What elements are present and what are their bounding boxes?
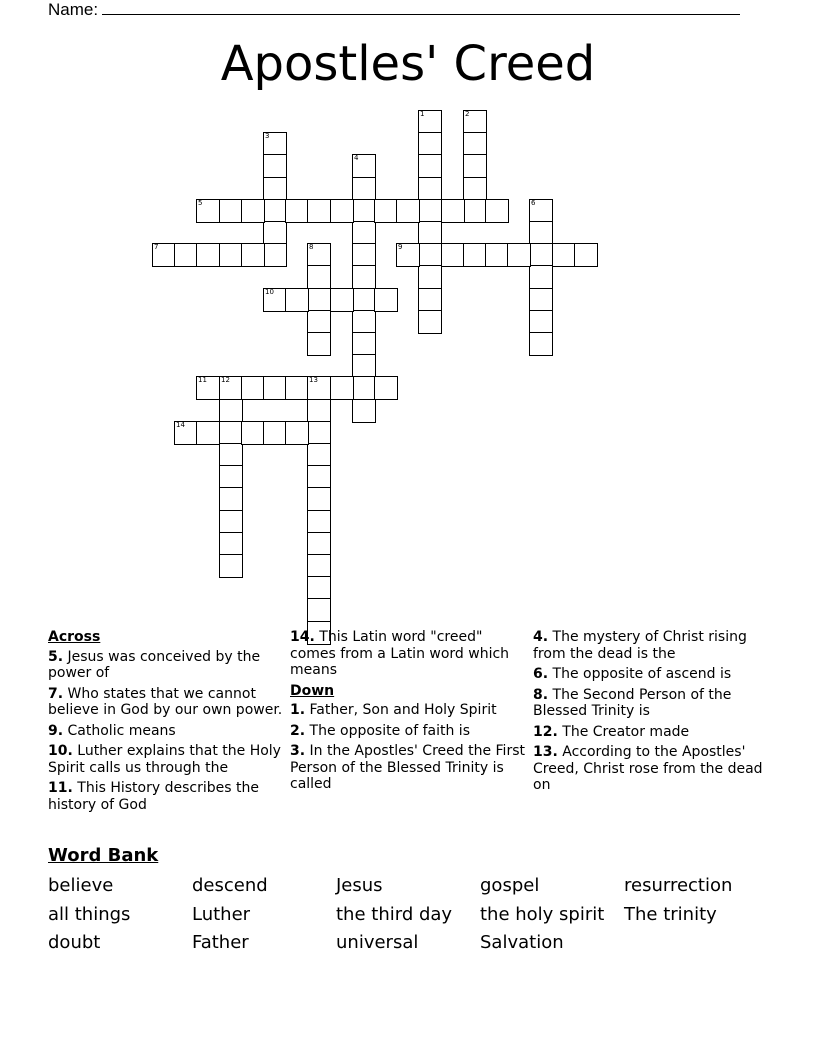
word-bank-item: resurrection — [624, 875, 733, 896]
crossword-cell[interactable] — [307, 399, 331, 423]
crossword-cell[interactable] — [330, 376, 354, 400]
word-bank-item: believe — [48, 875, 114, 896]
crossword-cell[interactable] — [352, 376, 376, 400]
crossword-cell[interactable] — [219, 376, 243, 400]
crossword-cell[interactable] — [219, 554, 243, 578]
crossword-cell[interactable] — [219, 487, 243, 511]
crossword-cell[interactable] — [307, 376, 331, 400]
crossword-cell[interactable] — [263, 177, 287, 201]
crossword-cell[interactable] — [418, 310, 442, 334]
crossword-cell[interactable] — [352, 310, 376, 334]
clue-down-8: 8. The Second Person of the Blessed Trinity is — [533, 686, 732, 719]
clue-number: 8 — [309, 243, 314, 251]
crossword-cell[interactable] — [219, 243, 243, 267]
word-bank-item: descend — [192, 875, 268, 896]
crossword-cell[interactable] — [263, 288, 287, 312]
crossword-cell[interactable] — [441, 199, 465, 223]
crossword-cell[interactable] — [263, 243, 287, 267]
crossword-cell[interactable] — [330, 199, 354, 223]
crossword-cell[interactable] — [285, 376, 309, 400]
crossword-cell[interactable] — [152, 243, 176, 267]
crossword-cell[interactable] — [463, 154, 487, 178]
crossword-cell[interactable] — [307, 443, 331, 467]
crossword-cell[interactable] — [441, 243, 465, 267]
clue-down-2: 2. The opposite of faith is — [290, 722, 470, 739]
crossword-cell[interactable] — [418, 154, 442, 178]
word-bank-item: Jesus — [336, 875, 383, 896]
clue-number: 11 — [198, 376, 207, 384]
clue-down-4: 4. The mystery of Christ rising from the dead is the — [533, 629, 747, 662]
crossword-cell[interactable] — [418, 199, 442, 223]
down-heading: Down — [290, 682, 335, 699]
crossword-cell[interactable] — [330, 288, 354, 312]
crossword-cell[interactable] — [352, 399, 376, 423]
clue-number: 14 — [176, 421, 185, 429]
clue-number: 10 — [265, 288, 274, 296]
clue-number: 5 — [198, 199, 203, 207]
crossword-cell[interactable] — [396, 199, 420, 223]
clue-number: 1 — [420, 110, 425, 118]
crossword-cell[interactable] — [219, 421, 243, 445]
crossword-cell[interactable] — [241, 199, 265, 223]
word-bank-item: Father — [192, 932, 249, 953]
crossword-cell[interactable] — [219, 465, 243, 489]
crossword-cell[interactable] — [219, 399, 243, 423]
word-bank-title: Word Bank — [48, 845, 159, 866]
crossword-cell[interactable] — [352, 177, 376, 201]
crossword-cell[interactable] — [219, 510, 243, 534]
crossword-cell[interactable] — [174, 243, 198, 267]
crossword-cell[interactable] — [196, 243, 220, 267]
clue-number: 13 — [309, 376, 318, 384]
word-bank-item: Luther — [192, 903, 251, 925]
clue-across-5: 5. Jesus was conceived by the power of — [48, 648, 261, 681]
clue-number: 2 — [465, 110, 470, 118]
crossword-cell[interactable] — [529, 288, 553, 312]
word-bank-item: Salvation — [480, 932, 564, 953]
crossword-cell[interactable] — [307, 288, 331, 312]
crossword-cell[interactable] — [529, 310, 553, 334]
crossword-cell[interactable] — [219, 532, 243, 556]
crossword-cell[interactable] — [307, 310, 331, 334]
clue-down-12: 12. The Creator made — [533, 723, 690, 740]
clue-down-13: 13. According to the Apostles' Creed, Christ rose from the dead on — [533, 744, 763, 793]
clues-column-1 — [48, 629, 284, 817]
crossword-cell[interactable] — [352, 354, 376, 378]
crossword-cell[interactable] — [307, 576, 331, 600]
crossword-cell[interactable] — [307, 332, 331, 356]
crossword-cell[interactable] — [529, 199, 553, 223]
crossword-cell[interactable] — [485, 243, 509, 267]
clue-number: 4 — [354, 154, 359, 162]
crossword-cell[interactable] — [196, 421, 220, 445]
clue-across-14: 14. This Latin word "creed" comes from a Latin word which means — [290, 629, 510, 678]
clue-number: 3 — [265, 132, 270, 140]
crossword-cell[interactable] — [307, 265, 331, 289]
clues-column-2 — [290, 629, 526, 797]
crossword-cell[interactable] — [463, 177, 487, 201]
crossword-cell[interactable] — [307, 510, 331, 534]
crossword-cell[interactable] — [307, 554, 331, 578]
crossword-cell[interactable] — [463, 110, 487, 134]
crossword-cell[interactable] — [418, 221, 442, 245]
word-bank-item: universal — [336, 932, 419, 953]
clue-number: 7 — [154, 243, 159, 251]
crossword-cell[interactable] — [529, 243, 553, 267]
crossword-cell[interactable] — [418, 265, 442, 289]
crossword-cell[interactable] — [374, 199, 398, 223]
name-label: Name: — [48, 0, 99, 19]
clue-across-10: 10. Luther explains that the Holy Spirit calls us through the — [48, 743, 281, 776]
crossword-cell[interactable] — [263, 132, 287, 156]
clue-number: 6 — [531, 199, 536, 207]
crossword-cell[interactable] — [307, 487, 331, 511]
clue-number: 9 — [398, 243, 403, 251]
crossword-cell[interactable] — [418, 243, 442, 267]
crossword-cell[interactable] — [285, 199, 309, 223]
crossword-cell[interactable] — [307, 598, 331, 622]
crossword-cell[interactable] — [196, 376, 220, 400]
word-bank-item: The trinity — [624, 903, 717, 925]
crossword-cell[interactable] — [529, 265, 553, 289]
crossword-cell[interactable] — [352, 265, 376, 289]
across-heading: Across — [48, 629, 101, 645]
crossword-cell[interactable] — [352, 154, 376, 178]
crossword-cell[interactable] — [219, 199, 243, 223]
crossword-cell[interactable] — [507, 243, 531, 267]
clue-across-9: 9. Catholic means — [48, 722, 176, 739]
clue-across-7: 7. Who states that we cannot believe in God by our own power. — [48, 685, 283, 718]
crossword-cell[interactable] — [485, 199, 509, 223]
clue-down-6: 6. The opposite of ascend is — [533, 666, 732, 682]
crossword-cell[interactable] — [241, 376, 265, 400]
crossword-cell[interactable] — [418, 132, 442, 156]
crossword-cell[interactable] — [285, 421, 309, 445]
word-bank — [48, 872, 768, 958]
crossword-cell[interactable] — [418, 288, 442, 312]
crossword-cell[interactable] — [374, 376, 398, 400]
crossword-cell[interactable] — [552, 243, 576, 267]
clue-down-3: 3. In the Apostles' Creed the First Person of the Blessed Trinity is called — [290, 743, 525, 792]
word-bank-item: doubt — [48, 932, 101, 953]
crossword-cell[interactable] — [241, 421, 265, 445]
word-bank-item: the holy spirit — [480, 903, 605, 925]
crossword-cell[interactable] — [219, 443, 243, 467]
crossword-cell[interactable] — [529, 332, 553, 356]
word-bank-item: the third day — [336, 903, 453, 925]
crossword-cell[interactable] — [352, 243, 376, 267]
crossword-cell[interactable] — [463, 132, 487, 156]
crossword-cell[interactable] — [352, 199, 376, 223]
crossword-cell[interactable] — [241, 243, 265, 267]
crossword-cell[interactable] — [463, 199, 487, 223]
crossword-cell[interactable] — [463, 243, 487, 267]
crossword-cell[interactable] — [574, 243, 598, 267]
crossword-cell[interactable] — [352, 332, 376, 356]
crossword-cell[interactable] — [307, 421, 331, 445]
crossword-cell[interactable] — [263, 154, 287, 178]
crossword-cell[interactable] — [263, 199, 287, 223]
crossword-cell[interactable] — [352, 288, 376, 312]
crossword-cell[interactable] — [307, 465, 331, 489]
crossword-cell[interactable] — [263, 221, 287, 245]
crossword-cell[interactable] — [307, 199, 331, 223]
crossword-cell[interactable] — [263, 376, 287, 400]
crossword-cell[interactable] — [352, 221, 376, 245]
clue-across-11: 11. This History describes the history of God — [48, 780, 259, 813]
crossword-cell[interactable] — [374, 288, 398, 312]
crossword-cell[interactable] — [396, 243, 420, 267]
crossword-cell[interactable] — [307, 243, 331, 267]
crossword-cell[interactable] — [285, 288, 309, 312]
crossword-cell[interactable] — [196, 199, 220, 223]
crossword-cell[interactable] — [307, 532, 331, 556]
page-title: Apostles' Creed — [220, 36, 596, 92]
crossword-cell[interactable] — [174, 421, 198, 445]
crossword-cell[interactable] — [418, 177, 442, 201]
word-bank-item: gospel — [480, 875, 540, 896]
clue-number: 12 — [221, 376, 230, 384]
word-bank-item: all things — [48, 903, 131, 925]
crossword-cell[interactable] — [529, 221, 553, 245]
crossword-cell[interactable] — [263, 421, 287, 445]
clues-column-3 — [533, 629, 769, 798]
crossword-cell[interactable] — [418, 110, 442, 134]
clue-down-1: 1. Father, Son and Holy Spirit — [290, 702, 497, 718]
